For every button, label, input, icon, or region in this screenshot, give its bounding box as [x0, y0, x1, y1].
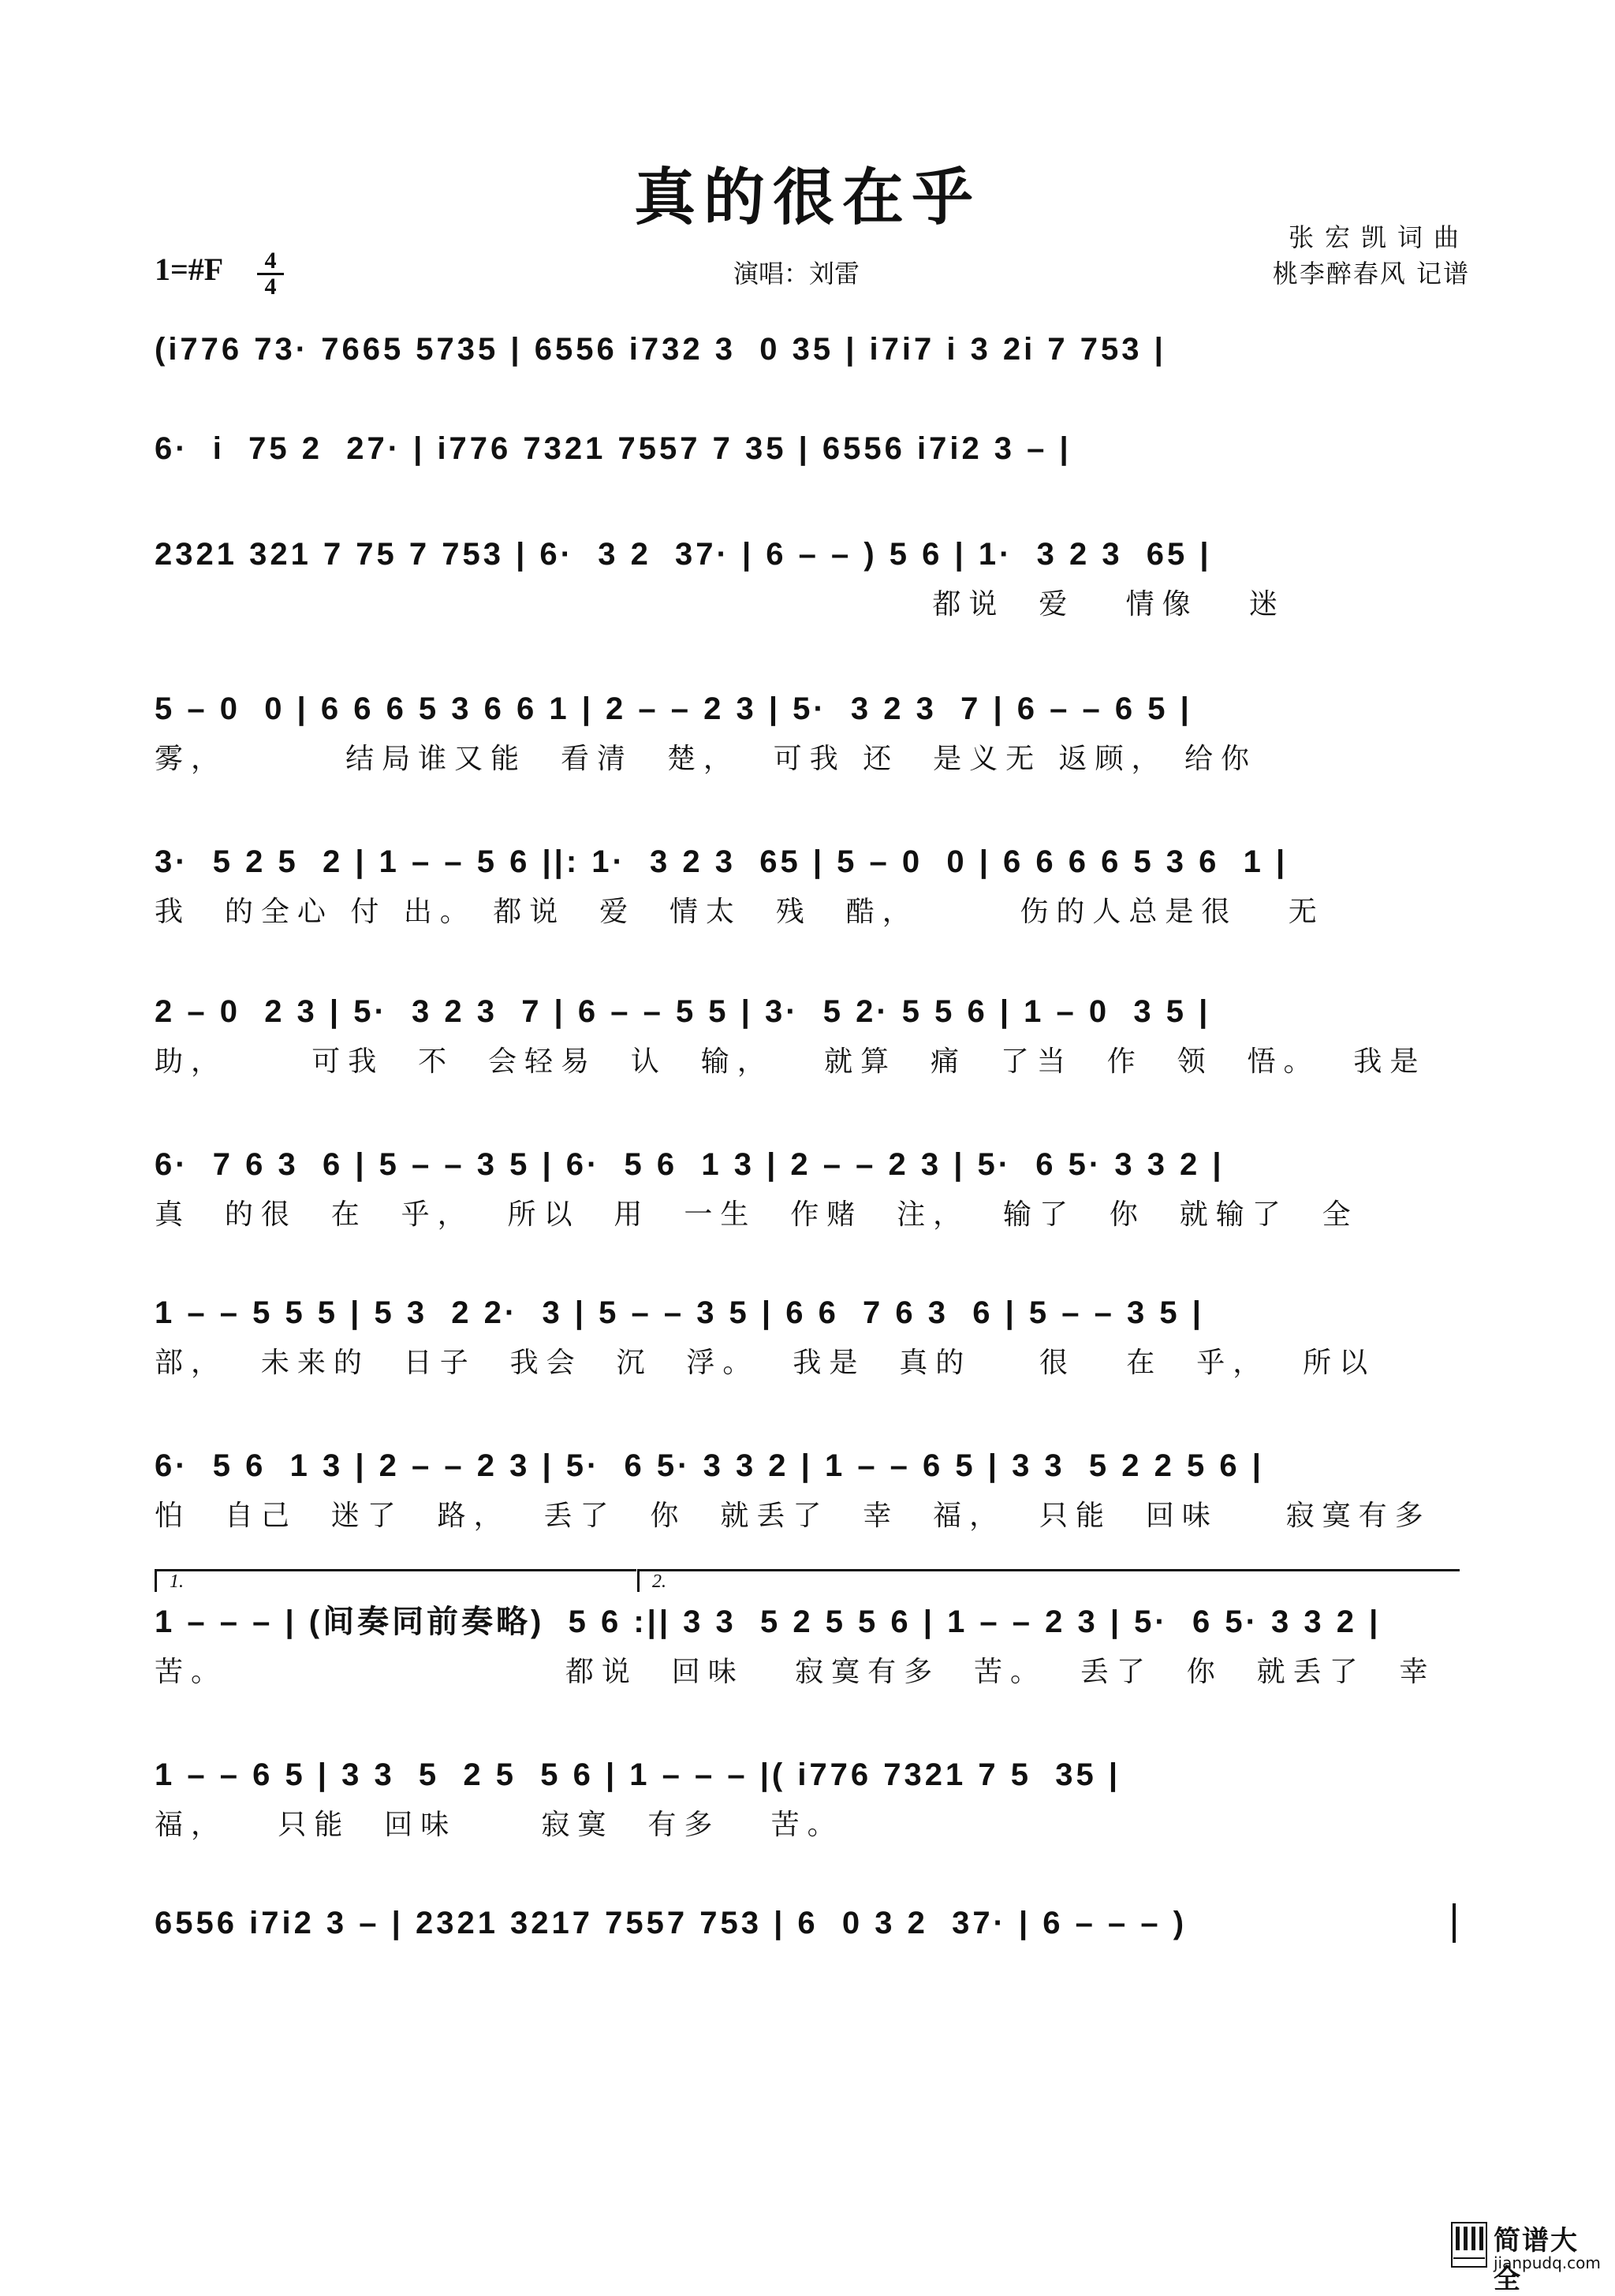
- final-barline: [1453, 1903, 1456, 1943]
- score-system-12: [155, 1899, 1456, 1948]
- score-system-10: [155, 1597, 1456, 1694]
- score-system-9: [155, 1441, 1456, 1538]
- notes-line: 1 – – – | (间奏同前奏略) 5 6 :|| 3 3 5 2 5 5 6 | 1 – – 2 3 | 5· 6 5· 3 3 2 |: [155, 1605, 1382, 1639]
- lyrics-line: 部， 未来的 日子 我会 沉 浮。 我是 真的 很 在 乎， 所以: [155, 1347, 1376, 1379]
- first-ending-label: 1.: [170, 1571, 184, 1592]
- time-signature-top: 4: [257, 249, 284, 275]
- time-signature-bottom: 4: [264, 274, 277, 300]
- score-system-2: [155, 424, 1456, 520]
- score-system-5: [155, 837, 1456, 934]
- lyrics-line: [155, 378, 1456, 421]
- site-logo: [1451, 2219, 1601, 2295]
- notes-line: 6· i 75 2 27· | i776 7321 7557 7 35 | 6556 i7i2 3 – |: [155, 431, 1072, 466]
- score-system-11: [155, 1750, 1456, 1847]
- singer-credit: 演唱：刘雷: [733, 259, 860, 289]
- logo-text: 简谱大全: [1494, 2225, 1579, 2295]
- notes-line: 2321 321 7 75 7 753 | 6· 3 2 37· | 6 – – ) 5 6 | 1· 3 2 3 65 |: [155, 537, 1212, 572]
- notes-line: 1 – – 6 5 | 3 3 5 2 5 5 6 | 1 – – – |( i776 7321 7 5 35 |: [155, 1757, 1121, 1792]
- lyrics-line: 真 的很 在 乎， 所以 用 一生 作赌 注， 输了 你 就输了 全: [155, 1198, 1359, 1231]
- lyrics-line: 福， 只能 回味 寂寞 有多 苦。: [155, 1809, 844, 1841]
- piano-keys-icon: [1451, 2222, 1487, 2268]
- song-title: 真的很在乎: [633, 162, 981, 233]
- lyrics-line: 我 的全心 付 出。 都说 爱 情太 残 酷， 伤的人总是很 无: [155, 896, 1325, 928]
- second-ending-bracket: [637, 1569, 1460, 1592]
- score-system-4: [155, 684, 1456, 781]
- lyrics-line: [155, 478, 1456, 520]
- notes-line: 5 – 0 0 | 6 6 6 5 3 6 6 1 | 2 – – 2 3 | 5· 3 2 3 7 | 6 – – 6 5 |: [155, 691, 1192, 726]
- notes-line: 2 – 0 2 3 | 5· 3 2 3 7 | 6 – – 5 5 | 3· 5 2· 5 5 6 | 1 – 0 3 5 |: [155, 994, 1211, 1029]
- score-system-6: [155, 987, 1456, 1083]
- notes-line: 3· 5 2 5 2 | 1 – – 5 6 ||: 1· 3 2 3 65 | 5 – 0 0 | 6 6 6 6 5 3 6 1 |: [155, 844, 1289, 879]
- composer-credit: 张宏凯词曲: [1288, 222, 1470, 252]
- score-system-7: [155, 1140, 1456, 1236]
- notes-line: (i776 73· 7665 5735 | 6556 i732 3 0 35 | i7i7 i 3 2i 7 753 |: [155, 332, 1166, 367]
- second-ending-label: 2.: [652, 1571, 666, 1592]
- lyrics-line: 怕 自己 迷了 路， 丢了 你 就丢了 幸 福， 只能 回味 寂寞有多: [155, 1500, 1431, 1532]
- notes-line: 6· 5 6 1 3 | 2 – – 2 3 | 5· 6 5· 3 3 2 | 1 – – 6 5 | 3 3 5 2 2 5 6 |: [155, 1448, 1264, 1483]
- score-system-1: [155, 325, 1456, 421]
- notes-line: 1 – – 5 5 5 | 5 3 2 2· 3 | 5 – – 3 5 | 6 6 7 6 3 6 | 5 – – 3 5 |: [155, 1295, 1204, 1330]
- time-signature: [257, 249, 284, 299]
- key-signature: 1=#F: [155, 252, 224, 287]
- score-system-8: [155, 1288, 1456, 1385]
- notes-line: 6· 7 6 3 6 | 5 – – 3 5 | 6· 5 6 1 3 | 2 – – 2 3 | 5· 6 5· 3 3 2 |: [155, 1147, 1225, 1182]
- lyrics-line: 助， 可我 不 会轻易 认 输， 就算 痛 了当 作 领 悟。 我是: [155, 1046, 1427, 1078]
- first-ending-bracket: [155, 1569, 636, 1592]
- logo-url: jianpudq.com: [1494, 2253, 1601, 2272]
- score-system-3: [155, 530, 1456, 626]
- notes-line: 6556 i7i2 3 – | 2321 3217 7557 753 | 6 0 3 2 37· | 6 – – – ): [155, 1906, 1188, 1940]
- transcriber-credit: 桃李醉春风 记谱: [1272, 259, 1470, 289]
- lyrics-line: 苦。 都说 回味 寂寞有多 苦。 丢了 你 就丢了 幸: [155, 1656, 1436, 1688]
- lyrics-line: 都说 爱 情像 迷: [155, 588, 1285, 621]
- lyrics-line: 雾， 结局谁又能 看清 楚， 可我 还 是义无 返顾， 给你: [155, 743, 1257, 775]
